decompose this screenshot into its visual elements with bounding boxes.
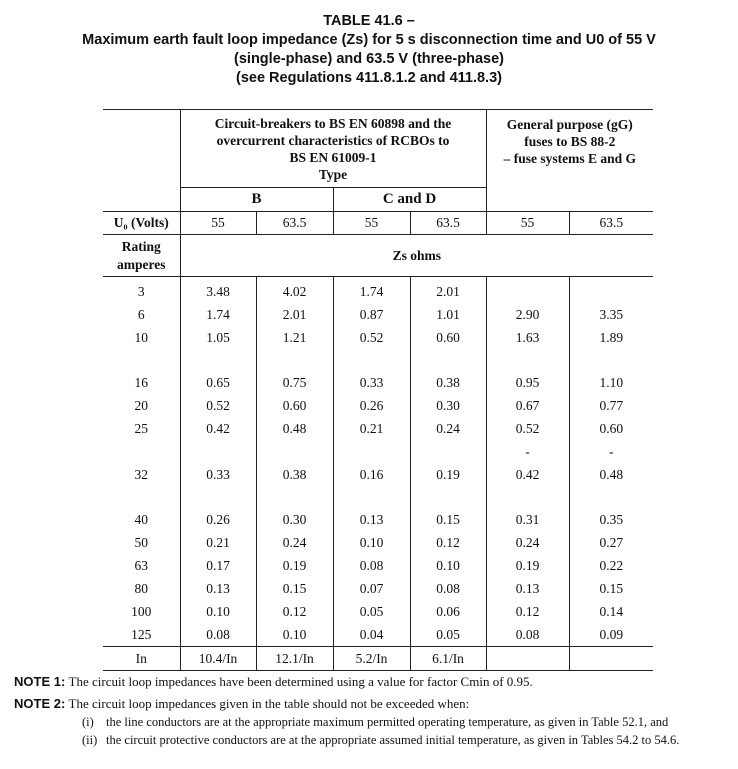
zs-value-cell: 0.30 xyxy=(410,395,486,418)
item-number: (ii) xyxy=(82,733,98,747)
table-row xyxy=(103,277,653,304)
zs-value-cell: 3.48 xyxy=(180,277,256,304)
item-number: (i) xyxy=(82,715,94,729)
zs-value-cell: 0.13 xyxy=(486,578,569,601)
header-fuse-line: – fuse systems E and G xyxy=(503,151,636,166)
rating-cell: 6 xyxy=(137,307,145,322)
zs-value-cell xyxy=(569,277,653,304)
zs-value-cell: 0.12 xyxy=(410,532,486,555)
rating-cell: 3 xyxy=(137,284,145,300)
item-text: the line conductors are at the appropriate maximum permitted operating temperature, as given in Table 52.1, and xyxy=(106,715,669,729)
zs-value-cell: 0.21 xyxy=(180,532,256,555)
zs-value-cell: 0.60 xyxy=(410,327,486,350)
zs-value-cell: 0.19 xyxy=(256,555,333,578)
voltage-cell: 55 xyxy=(180,212,256,235)
header-circuit-breakers xyxy=(180,110,486,188)
title-line-4: (see Regulations 411.8.1.2 and 411.8.3) xyxy=(236,70,502,86)
zs-value-cell: 0.67 xyxy=(486,395,569,418)
zs-value-cell: 0.42 xyxy=(486,464,569,487)
notes xyxy=(14,673,728,749)
zs-value-cell: 2.01 xyxy=(410,277,486,304)
zs-value-cell: - xyxy=(569,441,653,464)
rating-cell: 16 xyxy=(134,375,148,390)
voltage-cell: 63.5 xyxy=(256,212,333,235)
rating-cell xyxy=(103,441,180,464)
zs-ohms-label: Zs ohms xyxy=(180,235,653,277)
table-row xyxy=(103,464,653,487)
in-value-cell: 6.1/In xyxy=(410,647,486,671)
header-fuse-line: General purpose (gG) xyxy=(506,117,633,132)
rating-cell: 40 xyxy=(134,512,148,527)
in-value-cell xyxy=(569,647,653,671)
item-text: the circuit protective conductors are at the appropriate assumed initial temperature, as given in Tables 54.2 to 54.6. xyxy=(106,733,680,747)
header-fuse-line: fuses to BS 88-2 xyxy=(524,134,616,149)
zs-value-cell: 0.65 xyxy=(180,350,256,395)
units-row xyxy=(103,235,653,277)
zs-value-cell: 0.60 xyxy=(256,395,333,418)
rating-cell: 125 xyxy=(131,626,152,642)
zs-value-cell: 0.21 xyxy=(333,418,410,441)
table-row xyxy=(103,441,653,464)
note-2 xyxy=(14,695,728,713)
rating-cell: 100 xyxy=(131,604,152,619)
rating-cell: 32 xyxy=(134,467,148,482)
zs-value-cell: 0.19 xyxy=(410,464,486,487)
zs-value-cell: 0.08 xyxy=(333,555,410,578)
zs-value-cell: 0.15 xyxy=(410,487,486,532)
zs-value-cell: 0.26 xyxy=(333,395,410,418)
zs-value-cell: 0.04 xyxy=(333,624,410,647)
zs-value-cell xyxy=(486,277,569,304)
zs-value-cell: 4.02 xyxy=(256,277,333,304)
zs-value-cell: 1.74 xyxy=(333,277,410,304)
zs-value-cell: 0.33 xyxy=(333,350,410,395)
zs-value-cell: 1.21 xyxy=(256,327,333,350)
zs-value-cell: 0.05 xyxy=(333,601,410,624)
zs-value-cell: 0.10 xyxy=(410,555,486,578)
voltage-row xyxy=(103,212,653,235)
type-cd-header: C and D xyxy=(333,188,486,212)
zs-value-cell: 0.38 xyxy=(256,464,333,487)
table-row xyxy=(103,555,653,578)
title-line-3: (single-phase) and 63.5 V (three-phase) xyxy=(234,51,504,67)
rating-cell: 20 xyxy=(134,398,148,413)
header-cb-line: BS EN 61009-1 xyxy=(289,149,377,165)
zs-value-cell: 0.77 xyxy=(569,395,653,418)
zs-value-cell: 0.35 xyxy=(569,487,653,532)
voltage-cell: 55 xyxy=(486,212,569,235)
zs-value-cell: 0.16 xyxy=(333,464,410,487)
zs-value-cell: 0.38 xyxy=(410,350,486,395)
zs-value-cell: 0.24 xyxy=(410,418,486,441)
zs-value-cell: 0.87 xyxy=(333,304,410,327)
zs-value-cell: 0.19 xyxy=(486,555,569,578)
zs-value-cell: 0.07 xyxy=(333,578,410,601)
zs-value-cell: 0.42 xyxy=(180,418,256,441)
table-row xyxy=(103,304,653,327)
zs-value-cell: 0.10 xyxy=(180,601,256,624)
zs-value-cell: 0.12 xyxy=(486,601,569,624)
zs-value-cell: 0.95 xyxy=(486,350,569,395)
zs-value-cell: 0.22 xyxy=(569,555,653,578)
zs-value-cell: 3.35 xyxy=(569,304,653,327)
zs-value-cell: 1.89 xyxy=(569,327,653,350)
in-value-cell: 10.4/In xyxy=(180,647,256,671)
note-1-label: NOTE 1: xyxy=(14,674,66,689)
table-row xyxy=(103,350,653,395)
zs-value-cell: 0.10 xyxy=(256,624,333,647)
rating-cell: 10 xyxy=(134,330,148,345)
table-row xyxy=(103,487,653,532)
note-2-item xyxy=(14,731,728,749)
zs-value-cell: 0.17 xyxy=(180,555,256,578)
note-2-item xyxy=(14,713,728,731)
corner-cell xyxy=(103,110,180,188)
table-title xyxy=(0,12,738,88)
zs-value-cell: 0.08 xyxy=(410,578,486,601)
header-fuses xyxy=(486,110,653,212)
zs-value-cell: 0.52 xyxy=(180,395,256,418)
zs-value-cell: - xyxy=(486,441,569,464)
type-b-header: B xyxy=(180,188,333,212)
note-2-label: NOTE 2: xyxy=(14,696,66,711)
title-line-1: TABLE 41.6 – xyxy=(323,13,415,29)
zs-value-cell xyxy=(333,441,410,464)
zs-value-cell: 0.30 xyxy=(256,487,333,532)
zs-value-cell: 1.05 xyxy=(180,327,256,350)
in-value-cell: 5.2/In xyxy=(333,647,410,671)
note-2-text: The circuit loop impedances given in the table should not be exceeded when: xyxy=(68,696,470,711)
table-row xyxy=(103,578,653,601)
rating-cell: 50 xyxy=(134,535,148,550)
table-row xyxy=(103,395,653,418)
zs-value-cell: 2.90 xyxy=(486,304,569,327)
zs-value-cell: 0.08 xyxy=(180,624,256,647)
in-label: In xyxy=(103,647,180,671)
zs-value-cell xyxy=(410,441,486,464)
zs-value-cell: 0.15 xyxy=(256,578,333,601)
table-row xyxy=(103,327,653,350)
table-row xyxy=(103,624,653,647)
u0-label: U₀ (Volts) xyxy=(103,212,180,235)
zs-value-cell: 1.01 xyxy=(410,304,486,327)
zs-value-cell: 0.27 xyxy=(569,532,653,555)
zs-value-cell: 0.52 xyxy=(486,418,569,441)
zs-value-cell: 1.74 xyxy=(180,304,256,327)
zs-value-cell: 0.12 xyxy=(256,601,333,624)
table-row xyxy=(103,532,653,555)
zs-value-cell: 0.14 xyxy=(569,601,653,624)
zs-value-cell: 0.09 xyxy=(569,624,653,647)
note-1-text: The circuit loop impedances have been determined using a value for factor Cmin of 0.95. xyxy=(68,674,533,689)
zs-value-cell: 0.06 xyxy=(410,601,486,624)
zs-value-cell: 0.52 xyxy=(333,327,410,350)
voltage-cell: 63.5 xyxy=(569,212,653,235)
zs-value-cell xyxy=(256,441,333,464)
zs-value-cell: 0.10 xyxy=(333,532,410,555)
zs-value-cell: 0.31 xyxy=(486,487,569,532)
zs-value-cell: 1.63 xyxy=(486,327,569,350)
zs-value-cell: 0.48 xyxy=(569,464,653,487)
table-row xyxy=(103,418,653,441)
in-value-cell: 12.1/In xyxy=(256,647,333,671)
header-cb-line: Circuit-breakers to BS EN 60898 and the xyxy=(214,115,452,131)
in-row xyxy=(103,647,653,671)
zs-value-cell: 0.08 xyxy=(486,624,569,647)
impedance-table xyxy=(103,109,653,671)
zs-value-cell: 0.24 xyxy=(486,532,569,555)
zs-value-cell: 0.75 xyxy=(256,350,333,395)
table-row xyxy=(103,601,653,624)
zs-value-cell: 0.48 xyxy=(256,418,333,441)
rating-cell: 63 xyxy=(134,558,148,573)
title-line-2: Maximum earth fault loop impedance (Zs) for 5 s disconnection time and U0 of 55 V xyxy=(82,32,656,48)
zs-value-cell: 0.24 xyxy=(256,532,333,555)
zs-value-cell: 0.05 xyxy=(410,624,486,647)
zs-value-cell: 0.26 xyxy=(180,487,256,532)
zs-value-cell: 0.33 xyxy=(180,464,256,487)
zs-value-cell: 2.01 xyxy=(256,304,333,327)
note-1 xyxy=(14,673,728,691)
zs-value-cell: 0.13 xyxy=(180,578,256,601)
voltage-cell: 55 xyxy=(333,212,410,235)
rating-cell: 25 xyxy=(134,421,148,436)
voltage-cell: 63.5 xyxy=(410,212,486,235)
zs-value-cell xyxy=(180,441,256,464)
rating-label: Rating amperes xyxy=(103,235,180,277)
in-value-cell xyxy=(486,647,569,671)
zs-value-cell: 0.15 xyxy=(569,578,653,601)
zs-value-cell: 1.10 xyxy=(569,350,653,395)
header-cb-line: overcurrent characteristics of RCBOs to xyxy=(216,132,450,148)
zs-value-cell: 0.13 xyxy=(333,487,410,532)
zs-value-cell: 0.60 xyxy=(569,418,653,441)
rating-cell: 80 xyxy=(134,581,148,596)
header-cb-line: Type xyxy=(318,166,348,182)
